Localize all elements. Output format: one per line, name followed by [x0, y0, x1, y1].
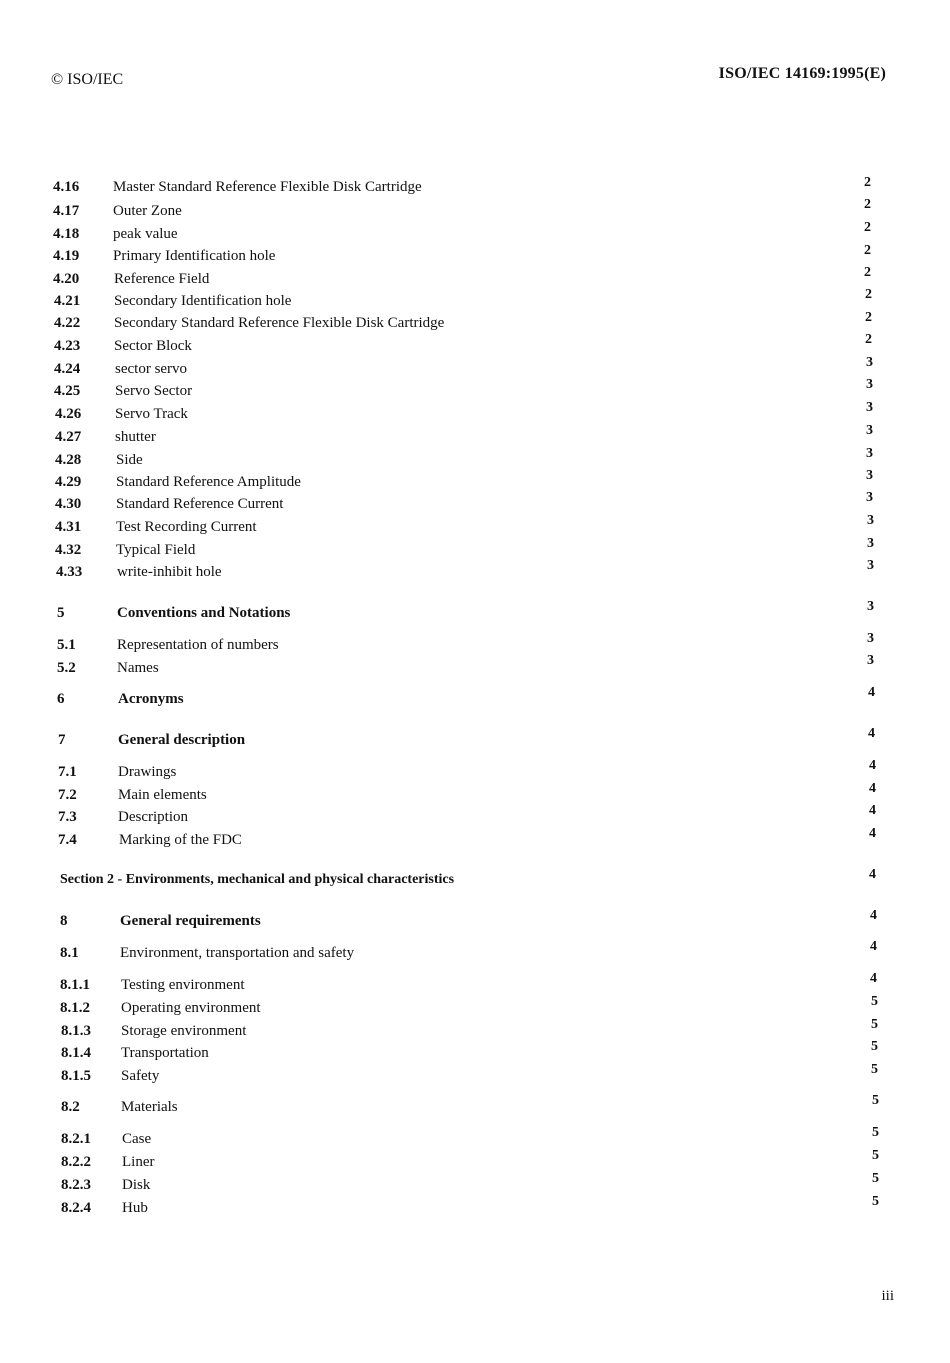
- toc-title: Materials: [121, 1099, 178, 1115]
- toc-title: shutter: [115, 429, 156, 445]
- toc-title: Operating environment: [121, 1000, 261, 1016]
- toc-number: 4.18: [53, 226, 80, 242]
- toc-title: Side: [116, 452, 143, 468]
- toc-number: 8.1.1: [60, 977, 90, 993]
- toc-title: Safety: [121, 1068, 160, 1084]
- toc-title: Case: [122, 1131, 152, 1147]
- toc-number: 8.2: [61, 1099, 80, 1115]
- toc-title: Sector Block: [114, 338, 192, 354]
- toc-title: Main elements: [118, 787, 207, 803]
- toc-page: 5: [871, 994, 878, 1009]
- toc-number: 8: [60, 913, 68, 929]
- toc-page: 5: [872, 1125, 879, 1140]
- section-2-heading: Section 2 - Environments, mechanical and physical characteristics: [60, 872, 455, 887]
- toc-page: 3: [866, 400, 873, 415]
- toc-title: Master Standard Reference Flexible Disk Cartridge: [113, 179, 422, 195]
- toc-title: Liner: [122, 1154, 155, 1170]
- toc-page: 2: [864, 243, 871, 258]
- toc-title: Outer Zone: [113, 203, 182, 219]
- toc-number: 4.26: [55, 406, 82, 422]
- toc-number: 4.29: [55, 474, 82, 490]
- toc-title: Representation of numbers: [117, 637, 279, 653]
- toc-number: 4.28: [55, 452, 82, 468]
- toc-number: 4.17: [53, 203, 80, 219]
- toc-page: 3: [867, 536, 874, 551]
- toc-page: 4: [869, 867, 876, 882]
- toc-page: 2: [865, 332, 872, 347]
- toc-number: 8.2.1: [61, 1131, 91, 1147]
- toc-number: 5.2: [57, 660, 76, 676]
- toc-number: 4.27: [55, 429, 82, 445]
- toc-page: 4: [869, 758, 876, 773]
- toc-page: 3: [867, 513, 874, 528]
- toc-page: 5: [871, 1062, 878, 1077]
- toc-number: 4.19: [53, 248, 80, 264]
- toc-number: 4.33: [56, 564, 83, 580]
- toc-title: Hub: [122, 1200, 148, 1216]
- toc-title: Conventions and Notations: [117, 605, 291, 621]
- toc-page: 3: [867, 558, 874, 573]
- toc-title: Description: [118, 809, 188, 825]
- toc-number: 7.4: [58, 832, 77, 848]
- toc-number: 4.21: [54, 293, 81, 309]
- toc-page: 4: [870, 908, 877, 923]
- toc-title: Environment, transportation and safety: [120, 945, 355, 961]
- toc-title: peak value: [113, 226, 178, 242]
- toc-title: Servo Sector: [115, 383, 193, 399]
- toc-page: 5: [871, 1039, 878, 1054]
- page-number: iii: [881, 1288, 894, 1304]
- toc-number: 6: [57, 691, 65, 707]
- toc-page: 5: [872, 1171, 879, 1186]
- toc-title: Secondary Identification hole: [114, 293, 292, 309]
- toc-number: 4.25: [54, 383, 81, 399]
- toc-page: 3: [866, 355, 873, 370]
- toc-title: Disk: [122, 1177, 151, 1193]
- toc-page: 5: [872, 1194, 879, 1209]
- toc-page: 3: [866, 446, 873, 461]
- toc-title: Standard Reference Current: [116, 496, 284, 512]
- toc-page: 4: [868, 726, 875, 741]
- toc-page: 4: [869, 803, 876, 818]
- toc-page: 2: [864, 197, 871, 212]
- toc-number: 4.20: [53, 271, 80, 287]
- toc-title: Storage environment: [121, 1023, 247, 1039]
- toc-page: 2: [864, 265, 871, 280]
- toc-title: Standard Reference Amplitude: [116, 474, 301, 490]
- toc-page: 3: [866, 468, 873, 483]
- toc-number: 4.22: [54, 315, 81, 331]
- toc-title: Drawings: [118, 764, 177, 780]
- toc-number: 8.1.2: [60, 1000, 90, 1016]
- header-copyright: © ISO/IEC: [51, 71, 124, 88]
- toc-page: 5: [872, 1093, 879, 1108]
- toc-number: 8.1.5: [61, 1068, 91, 1084]
- toc-number: 7.2: [58, 787, 77, 803]
- toc-page: 4: [869, 826, 876, 841]
- toc-number: 4.23: [54, 338, 81, 354]
- toc-number: 8.2.3: [61, 1177, 91, 1193]
- toc-number: 4.16: [53, 179, 80, 195]
- toc-number: 8.2.2: [61, 1154, 91, 1170]
- toc-page: 5: [871, 1017, 878, 1032]
- toc-page: 3: [867, 599, 874, 614]
- toc-title: Acronyms: [118, 691, 184, 707]
- toc-title: Reference Field: [114, 271, 210, 287]
- toc-page: 3: [867, 631, 874, 646]
- toc-title: Names: [117, 660, 159, 676]
- toc-number: 4.32: [55, 542, 82, 558]
- toc-title: Transportation: [121, 1045, 209, 1061]
- toc-title: Marking of the FDC: [119, 832, 242, 848]
- toc-number: 4.30: [55, 496, 82, 512]
- toc-page: 2: [865, 310, 872, 325]
- toc-page: 2: [864, 220, 871, 235]
- toc-page: 3: [866, 377, 873, 392]
- header-standard-id: ISO/IEC 14169:1995(E): [718, 65, 886, 82]
- toc-title: write-inhibit hole: [117, 564, 222, 580]
- toc-number: 8.1: [60, 945, 79, 961]
- toc-title: Typical Field: [116, 542, 196, 558]
- toc-number: 7: [58, 732, 66, 748]
- toc-number: 4.24: [54, 361, 81, 377]
- toc-number: 5: [57, 605, 65, 621]
- toc-title: Primary Identification hole: [113, 248, 276, 264]
- toc-title: Servo Track: [115, 406, 188, 422]
- toc-title: sector servo: [115, 361, 188, 377]
- toc-page: 4: [870, 939, 877, 954]
- toc-page: 4: [868, 685, 875, 700]
- toc-page: 3: [867, 653, 874, 668]
- toc-title: Testing environment: [121, 977, 245, 993]
- toc-page: 2: [865, 287, 872, 302]
- toc-number: 8.2.4: [61, 1200, 91, 1216]
- toc-page: 2: [864, 175, 871, 190]
- toc-page: 3: [866, 423, 873, 438]
- toc-page: 5: [872, 1148, 879, 1163]
- toc-number: 4.31: [55, 519, 82, 535]
- toc-number: 8.1.3: [61, 1023, 91, 1039]
- toc-title: General description: [118, 732, 246, 748]
- toc-title: General requirements: [120, 913, 261, 929]
- toc-number: 7.1: [58, 764, 77, 780]
- toc-page: 3: [866, 490, 873, 505]
- toc-page: 4: [870, 971, 877, 986]
- toc-number: 5.1: [57, 637, 76, 653]
- toc-page: 4: [869, 781, 876, 796]
- toc-title: Secondary Standard Reference Flexible Disk Cartridge: [114, 315, 445, 331]
- toc-title: Test Recording Current: [116, 519, 257, 535]
- toc-number: 7.3: [58, 809, 77, 825]
- toc-number: 8.1.4: [61, 1045, 91, 1061]
